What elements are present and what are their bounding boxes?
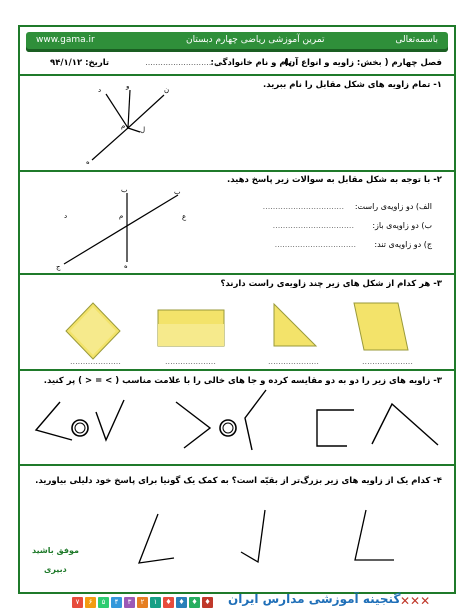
q2-label-top-right: ب [174, 188, 181, 196]
q5-text: ۴- کدام یک از زاویه های زیر بزرگ‌تر از بقیّه است؟ به کمک یک گونیا برای پاسخ خود دلیلی بیاورید. [35, 476, 442, 486]
q2-part-a-blank[interactable]: ................................ [262, 202, 344, 211]
q1-label-top-mid: و [126, 82, 130, 90]
name-blank[interactable]: ............................... [145, 58, 224, 67]
q1-label-top-left: د [98, 86, 102, 94]
q2-label-right: ع [182, 213, 187, 221]
good-luck-text: موفق باشید [32, 546, 79, 555]
worksheet-title: تمرین آموزشی ریاضی چهارم دبستان [186, 35, 325, 45]
q3-answer-blank-1[interactable]: .................... [70, 357, 121, 366]
q2-label-top: ب [121, 186, 128, 194]
q3-answer-blank-4[interactable]: .................... [362, 357, 413, 366]
bismillah-text: باسمه‌تعالی [395, 35, 438, 45]
q2-label-left: د [64, 212, 68, 220]
teacher-text: دبیری [44, 565, 67, 574]
q2-part-c-blank[interactable]: ................................ [274, 240, 356, 249]
q2-part-b: ب) دو زاویه‌ی باز: [372, 221, 432, 230]
q2-label-bottom: ه [124, 262, 128, 270]
q3-text: ۳- هر کدام از شکل های زیر چند زاویه‌ی راست دارند؟ [220, 279, 442, 289]
brand-text: گنجینه آموزشی مدارس ایران [228, 592, 401, 606]
q3-answer-blank-3[interactable]: .................... [268, 357, 319, 366]
q1-label-top-right: ن [164, 86, 170, 94]
q2-part-b-blank[interactable]: ................................ [272, 221, 354, 230]
date-label: تاریخ: ۹۴/۱/۱۲ [50, 58, 110, 68]
q1-text: ۱- تمام زاویه های شکل مقابل را نام ببرید. [263, 80, 442, 90]
q1-label-center: م [121, 122, 126, 130]
website-text: www.gama.ir [36, 35, 95, 45]
q2-label-bottom-left: ج [56, 263, 61, 271]
footer-icons: ۷ ۶ ۵ ۴ ۳ ۲ ۱ ♦ ♦ ♦ ♦ [72, 597, 213, 608]
q2-part-c: ج) دو زاویه‌ی تند: [374, 240, 432, 249]
chapter-label: فصل چهارم ( بخش: زاویه و انواع آن) [284, 58, 442, 68]
q2-label-center: م [119, 212, 124, 220]
q4-text: ۳- زاویه های زیر را دو به دو مقایسه کرده و جا های خالی را با علامت مناسب ( > = < ) پر کنید. [43, 376, 442, 386]
q2-part-a: الف) دو زاویه‌ی راست: [354, 202, 432, 211]
q2-text: ۲- با توجه به شکل مقابل به سوالات زیر پاسخ دهید. [226, 175, 442, 185]
q1-label-mid-right: ل [140, 126, 146, 134]
q3-answer-blank-2[interactable]: .................... [165, 357, 216, 366]
brand-logo-icon: ✕✕✕ [400, 594, 431, 608]
q1-label-bottom: ه [86, 158, 90, 166]
name-label: نام و نام خانوادگی: [210, 58, 292, 68]
